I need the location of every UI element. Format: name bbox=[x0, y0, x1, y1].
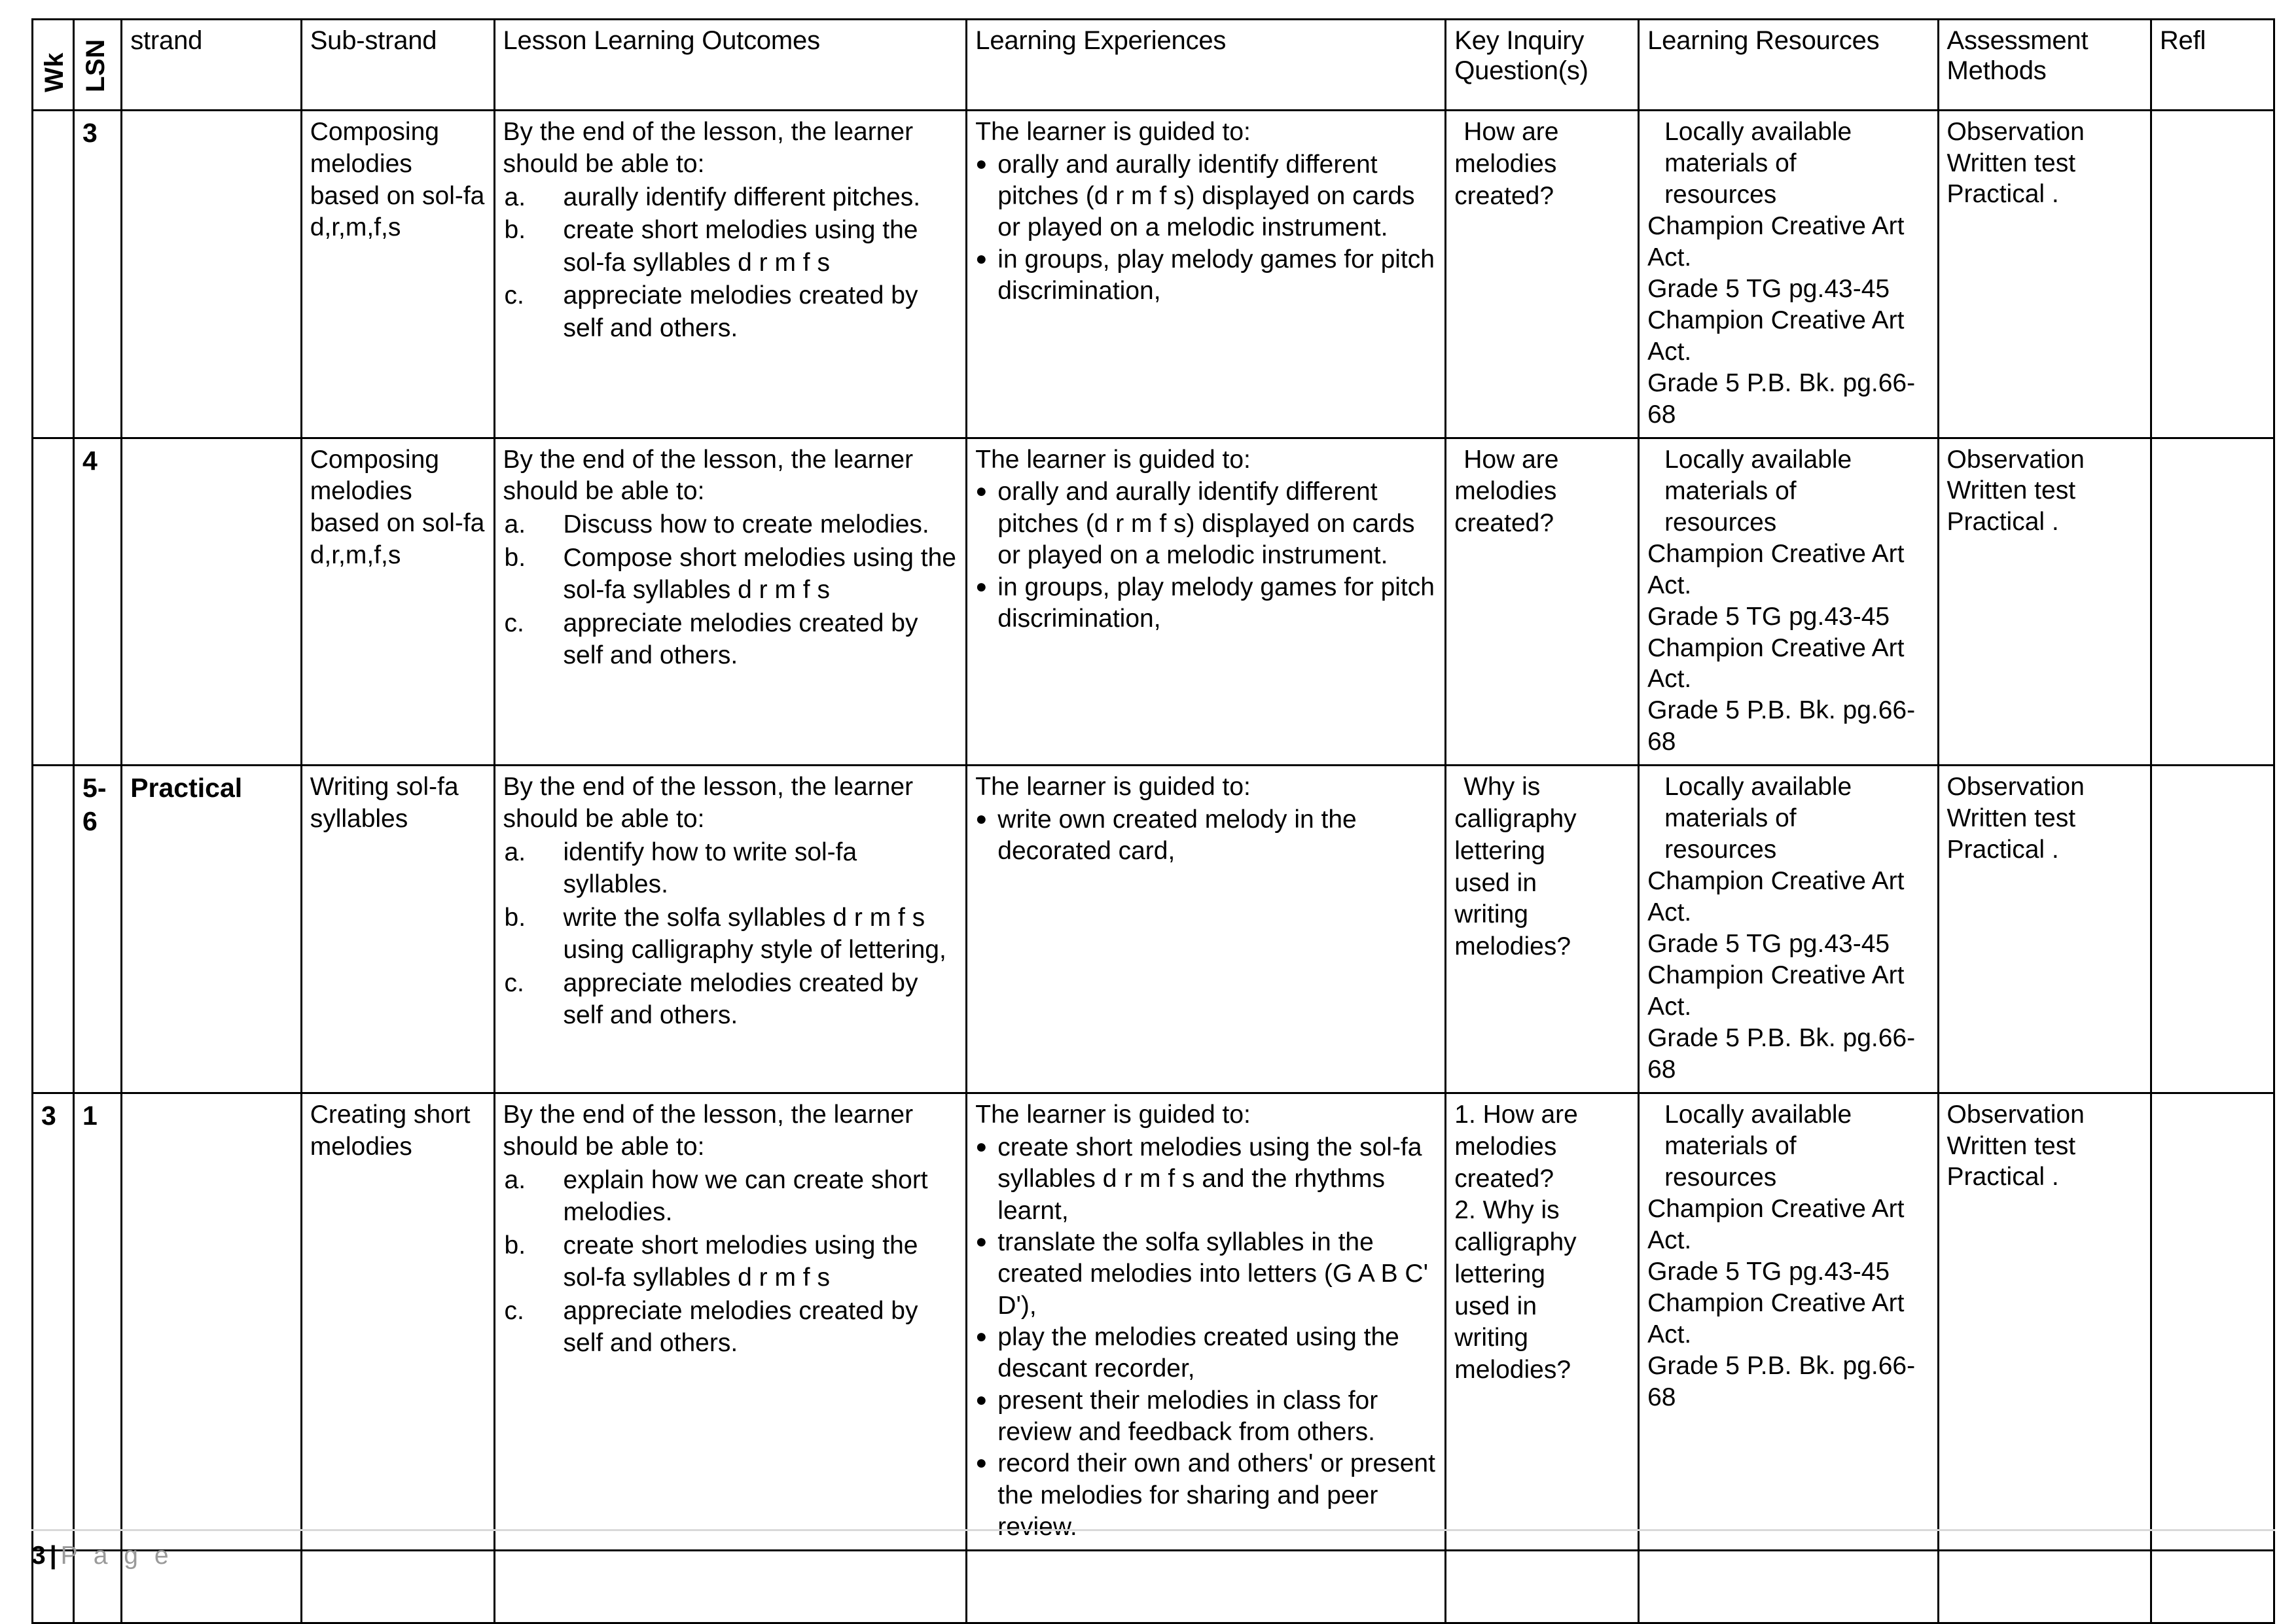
lex-item-text: write own created melody in the decorated card, bbox=[997, 805, 1357, 866]
llo-item-text: write the solfa syllables d r m f s using calligraphy style of lettering, bbox=[563, 903, 946, 964]
assessment-method-line: Written test bbox=[1946, 803, 2076, 832]
cell-key-inquiry-questions bbox=[1446, 111, 1639, 438]
learning-resource-line: Locally available materials of bbox=[1664, 773, 1852, 833]
cell-lesson-learning-outcomes bbox=[494, 438, 967, 766]
learning-resource-line: Grade 5 TG pg.43-45 bbox=[1647, 602, 1890, 631]
learning-resource-line: resources bbox=[1664, 836, 1777, 864]
cell-strand bbox=[122, 438, 301, 766]
llo-list-item bbox=[503, 1295, 960, 1360]
lex-item-text: play the melodies created using the descant recorder, bbox=[997, 1322, 1399, 1383]
bullet-icon: ● bbox=[975, 247, 988, 270]
footer-separator: | bbox=[49, 1542, 57, 1570]
column-header-assessment-methods bbox=[1938, 20, 2151, 111]
column-header-learning-experiences bbox=[967, 20, 1446, 111]
table-row bbox=[33, 111, 2274, 438]
learning-resource-line: Grade 5 P.B. Bk. pg.66-68 bbox=[1647, 1024, 1916, 1084]
cell-week bbox=[33, 766, 74, 1093]
lex-item-text: record their own and others' or present the melodies for sharing and peer review. bbox=[997, 1449, 1435, 1542]
key-inquiry-question-line: 2. Why is bbox=[1454, 1196, 1560, 1225]
cell-learning-experiences bbox=[967, 111, 1446, 438]
bullet-icon: ● bbox=[975, 1230, 988, 1252]
strand-value: Practical bbox=[130, 773, 243, 803]
assessment-method-line: Observation bbox=[1946, 1101, 2085, 1129]
cell-assessment-methods bbox=[1938, 1093, 2151, 1551]
llo-item-text: appreciate melodies created by self and others. bbox=[563, 968, 918, 1030]
cell-sub-strand bbox=[301, 766, 494, 1093]
llo-list-item bbox=[503, 181, 960, 214]
table-body bbox=[33, 111, 2274, 1623]
table-row bbox=[33, 766, 2274, 1093]
key-inquiry-question-line: created? bbox=[1454, 509, 1554, 538]
llo-item-marker: c. bbox=[504, 281, 524, 310]
lex-list-item bbox=[975, 1132, 1438, 1227]
llo-list-item bbox=[503, 902, 960, 966]
key-inquiry-question-line: writing bbox=[1454, 1324, 1528, 1352]
learning-resource-line: Grade 5 P.B. Bk. pg.66-68 bbox=[1647, 1351, 1916, 1411]
assessment-method-line: Practical . bbox=[1946, 1163, 2059, 1192]
llo-list-item bbox=[503, 1229, 960, 1294]
llo-item-marker: b. bbox=[504, 1231, 526, 1260]
column-header-wk bbox=[33, 20, 74, 111]
learning-resource-line: Champion Creative Art Act. bbox=[1647, 539, 1905, 599]
key-inquiry-question-line: writing bbox=[1454, 900, 1528, 929]
lex-item-text: present their melodies in class for review and feedback from others. bbox=[997, 1386, 1378, 1447]
lex-intro: The learner is guided to: bbox=[975, 445, 1251, 474]
column-header-lex-label: Learning Experiences bbox=[975, 26, 1227, 55]
learning-resource-line: resources bbox=[1664, 508, 1777, 537]
cell-strand bbox=[122, 111, 301, 438]
cell-strand bbox=[122, 766, 301, 1093]
cell-learning-experiences bbox=[967, 438, 1446, 766]
llo-list-item bbox=[503, 542, 960, 607]
cell-reflection bbox=[2151, 766, 2274, 1093]
cell-sub-strand bbox=[301, 438, 494, 766]
cell-assessment-methods bbox=[1938, 111, 2151, 438]
learning-resource-line: Locally available materials of bbox=[1664, 118, 1852, 177]
llo-item-marker: b. bbox=[504, 903, 526, 932]
lex-intro: The learner is guided to: bbox=[975, 118, 1251, 146]
column-header-wk-label: Wk bbox=[40, 52, 69, 92]
llo-intro: By the end of the lesson, the learner should be able to: bbox=[503, 773, 914, 834]
lex-item-text: orally and aurally identify different pitches (d r m f s) displayed on cards or played on a melodic instrument. bbox=[997, 150, 1415, 242]
cell-assessment-methods bbox=[1938, 766, 2151, 1093]
lex-list-item bbox=[975, 804, 1438, 868]
llo-intro: By the end of the lesson, the learner should be able to: bbox=[503, 1101, 914, 1161]
key-inquiry-question-line: lettering bbox=[1454, 836, 1545, 865]
key-inquiry-question-line: created? bbox=[1454, 1164, 1554, 1193]
assessment-method-line: Written test bbox=[1946, 476, 2076, 505]
bullet-icon: ● bbox=[975, 1325, 988, 1347]
cell-week bbox=[33, 438, 74, 766]
llo-list-item bbox=[503, 214, 960, 279]
learning-resource-line: Locally available materials of bbox=[1664, 445, 1852, 505]
key-inquiry-question-line: How are bbox=[1463, 445, 1559, 474]
key-inquiry-question-line: Why is bbox=[1463, 773, 1541, 802]
llo-list bbox=[503, 836, 960, 1032]
learning-resource-line: Champion Creative Art Act. bbox=[1647, 1194, 1905, 1254]
llo-item-marker: b. bbox=[504, 216, 526, 245]
lex-item-text: in groups, play melody games for pitch discrimination, bbox=[997, 245, 1435, 306]
llo-item-marker: b. bbox=[504, 543, 526, 572]
learning-resource-line: Champion Creative Art Act. bbox=[1647, 633, 1905, 694]
cell-key-inquiry-questions bbox=[1446, 766, 1639, 1093]
learning-resource-line: Grade 5 TG pg.43-45 bbox=[1647, 1257, 1890, 1286]
llo-item-text: appreciate melodies created by self and others. bbox=[563, 1296, 918, 1358]
column-header-refl-label: Refl bbox=[2159, 26, 2206, 55]
cell-sub-strand bbox=[301, 111, 494, 438]
table-row bbox=[33, 1093, 2274, 1551]
lex-list bbox=[975, 476, 1438, 635]
learning-resource-line: resources bbox=[1664, 1163, 1777, 1192]
learning-resource-line: Grade 5 TG pg.43-45 bbox=[1647, 274, 1890, 303]
key-inquiry-question-line: melodies bbox=[1454, 149, 1557, 178]
learning-resource-line: resources bbox=[1664, 180, 1777, 209]
assessment-method-line: Observation bbox=[1946, 773, 2085, 802]
footer-text bbox=[31, 1542, 2272, 1570]
learning-resource-line: Champion Creative Art Act. bbox=[1647, 1288, 1905, 1349]
llo-item-text: aurally identify different pitches. bbox=[563, 183, 921, 211]
cell-lesson-learning-outcomes bbox=[494, 111, 967, 438]
cell-strand bbox=[122, 1093, 301, 1551]
llo-item-marker: a. bbox=[504, 510, 526, 539]
lex-intro: The learner is guided to: bbox=[975, 773, 1251, 802]
assessment-method-line: Written test bbox=[1946, 1131, 2076, 1160]
column-header-learning-resources bbox=[1639, 20, 1938, 111]
lex-list-item bbox=[975, 1322, 1438, 1385]
cell-week bbox=[33, 1093, 74, 1551]
llo-item-text: create short melodies using the sol-fa syllables d r m f s bbox=[563, 216, 918, 277]
footer-page-number: 3 bbox=[31, 1542, 46, 1570]
llo-item-text: appreciate melodies created by self and others. bbox=[563, 609, 918, 670]
cell-reflection bbox=[2151, 1093, 2274, 1551]
sub-strand-value: Creating short melodies bbox=[310, 1101, 471, 1161]
column-header-strand-label: strand bbox=[130, 26, 203, 55]
key-inquiry-question-line: lettering bbox=[1454, 1260, 1545, 1288]
bullet-icon: ● bbox=[975, 152, 988, 175]
cell-learning-experiences bbox=[967, 1093, 1446, 1551]
llo-item-text: Compose short melodies using the sol-fa syllables d r m f s bbox=[563, 543, 956, 605]
cell-learning-resources bbox=[1639, 111, 1938, 438]
llo-list-item bbox=[503, 279, 960, 344]
key-inquiry-question-line: created? bbox=[1454, 181, 1554, 210]
column-header-llo-label: Lesson Learning Outcomes bbox=[503, 26, 820, 55]
llo-item-marker: c. bbox=[504, 1296, 524, 1325]
lex-list-item bbox=[975, 476, 1438, 571]
learning-resource-line: Grade 5 P.B. Bk. pg.66-68 bbox=[1647, 696, 1916, 756]
lex-list-item bbox=[975, 1227, 1438, 1322]
key-inquiry-question-line: melodies bbox=[1454, 1132, 1557, 1161]
learning-resource-line: Grade 5 P.B. Bk. pg.66-68 bbox=[1647, 368, 1916, 429]
learning-resource-line: Locally available materials of bbox=[1664, 1101, 1852, 1161]
lex-item-text: create short melodies using the sol-fa syllables d r m f s and the rhythms learnt, bbox=[997, 1133, 1422, 1225]
cell-lesson-number bbox=[74, 766, 122, 1093]
sub-strand-value: Composing melodies based on sol-fa d,r,m,f,s bbox=[310, 445, 485, 569]
cell-lesson-learning-outcomes bbox=[494, 1093, 967, 1551]
header-row bbox=[33, 20, 2274, 111]
llo-list bbox=[503, 508, 960, 672]
llo-item-marker: c. bbox=[504, 609, 524, 637]
llo-list-item bbox=[503, 508, 960, 541]
column-header-sub-strand-label: Sub-strand bbox=[310, 26, 437, 55]
learning-resource-line: Champion Creative Art Act. bbox=[1647, 961, 1905, 1021]
lex-list-item bbox=[975, 572, 1438, 635]
key-inquiry-question-line: calligraphy bbox=[1454, 1228, 1577, 1257]
key-inquiry-question-line: calligraphy bbox=[1454, 805, 1577, 834]
llo-item-text: appreciate melodies created by self and others. bbox=[563, 281, 918, 342]
key-inquiry-question-line: How are bbox=[1463, 118, 1559, 146]
learning-resource-line: Champion Creative Art Act. bbox=[1647, 211, 1905, 272]
column-header-kiq-label: Key Inquiry Question(s) bbox=[1454, 26, 1588, 86]
learning-resource-line: Champion Creative Art Act. bbox=[1647, 306, 1905, 366]
cell-learning-resources bbox=[1639, 1093, 1938, 1551]
lex-list-item bbox=[975, 1385, 1438, 1449]
lex-list-item bbox=[975, 244, 1438, 308]
column-header-strand bbox=[122, 20, 301, 111]
column-header-lesson-learning-outcomes bbox=[494, 20, 967, 111]
llo-intro: By the end of the lesson, the learner should be able to: bbox=[503, 445, 914, 506]
column-header-key-inquiry-questions bbox=[1446, 20, 1639, 111]
llo-item-text: create short melodies using the sol-fa syllables d r m f s bbox=[563, 1231, 918, 1292]
lex-item-text: orally and aurally identify different pitches (d r m f s) displayed on cards or played on a melodic instrument. bbox=[997, 478, 1415, 570]
lex-intro: The learner is guided to: bbox=[975, 1101, 1251, 1129]
footer-divider bbox=[31, 1529, 2275, 1531]
page-footer bbox=[31, 1529, 2272, 1595]
assessment-method-line: Written test bbox=[1946, 149, 2076, 177]
cell-assessment-methods bbox=[1938, 438, 2151, 766]
cell-lesson-number bbox=[74, 438, 122, 766]
llo-item-marker: c. bbox=[504, 968, 524, 997]
bullet-icon: ● bbox=[975, 1388, 988, 1411]
lex-list-item bbox=[975, 149, 1438, 244]
llo-item-marker: a. bbox=[504, 838, 526, 866]
llo-list-item bbox=[503, 1164, 960, 1229]
llo-intro: By the end of the lesson, the learner should be able to: bbox=[503, 118, 914, 178]
column-header-lsn-label: LSN bbox=[81, 39, 111, 92]
llo-list-item bbox=[503, 836, 960, 901]
column-header-lr-label: Learning Resources bbox=[1647, 26, 1880, 55]
assessment-method-line: Practical . bbox=[1946, 507, 2059, 536]
lex-item-text: in groups, play melody games for pitch discrimination, bbox=[997, 573, 1435, 633]
learning-resource-line: Champion Creative Art Act. bbox=[1647, 867, 1905, 927]
cell-key-inquiry-questions bbox=[1446, 1093, 1639, 1551]
lex-list bbox=[975, 149, 1438, 308]
assessment-method-line: Observation bbox=[1946, 118, 2085, 146]
llo-item-marker: a. bbox=[504, 183, 526, 211]
llo-list-item bbox=[503, 607, 960, 672]
bullet-icon: ● bbox=[975, 1452, 988, 1474]
key-inquiry-question-line: melodies bbox=[1454, 477, 1557, 506]
key-inquiry-question-line: used in bbox=[1454, 868, 1537, 897]
lesson-number-value: 5-6 bbox=[82, 773, 107, 837]
cell-key-inquiry-questions bbox=[1446, 438, 1639, 766]
column-header-refl bbox=[2151, 20, 2274, 111]
week-value: 3 bbox=[41, 1101, 56, 1131]
assessment-method-line: Practical . bbox=[1946, 180, 2059, 209]
cell-week bbox=[33, 111, 74, 438]
sub-strand-value: Composing melodies based on sol-fa d,r,m,f,s bbox=[310, 118, 485, 242]
assessment-method-line: Practical . bbox=[1946, 835, 2059, 864]
assessment-method-line: Observation bbox=[1946, 445, 2085, 474]
bullet-icon: ● bbox=[975, 575, 988, 597]
bullet-icon: ● bbox=[975, 808, 988, 830]
key-inquiry-question-line: melodies? bbox=[1454, 932, 1571, 961]
footer-page-label: P a g e bbox=[60, 1542, 173, 1570]
llo-item-text: Discuss how to create melodies. bbox=[563, 510, 929, 539]
lex-list bbox=[975, 804, 1438, 868]
llo-list bbox=[503, 181, 960, 345]
column-header-lsn bbox=[74, 20, 122, 111]
llo-item-text: explain how we can create short melodies. bbox=[563, 1165, 928, 1227]
cell-learning-resources bbox=[1639, 438, 1938, 766]
key-inquiry-question-line: used in bbox=[1454, 1292, 1537, 1320]
key-inquiry-question-line: melodies? bbox=[1454, 1356, 1571, 1385]
lesson-number-value: 3 bbox=[82, 118, 98, 148]
cell-sub-strand bbox=[301, 1093, 494, 1551]
cell-lesson-learning-outcomes bbox=[494, 766, 967, 1093]
key-inquiry-question-line: 1. How are bbox=[1454, 1101, 1578, 1129]
cell-lesson-number bbox=[74, 111, 122, 438]
cell-reflection bbox=[2151, 111, 2274, 438]
learning-resource-line: Grade 5 TG pg.43-45 bbox=[1647, 930, 1890, 959]
table-row bbox=[33, 438, 2274, 766]
table-header bbox=[33, 20, 2274, 111]
lex-item-text: translate the solfa syllables in the created melodies into letters (G A B C' D'), bbox=[997, 1227, 1429, 1320]
scheme-of-work-table bbox=[31, 18, 2275, 1624]
lesson-number-value: 4 bbox=[82, 445, 98, 476]
column-header-am-label: Assessment Methods bbox=[1946, 26, 2089, 86]
cell-lesson-number bbox=[74, 1093, 122, 1551]
llo-item-marker: a. bbox=[504, 1165, 526, 1194]
llo-list-item bbox=[503, 967, 960, 1032]
llo-list bbox=[503, 1164, 960, 1360]
bullet-icon: ● bbox=[975, 1135, 988, 1157]
cell-learning-experiences bbox=[967, 766, 1446, 1093]
lex-list bbox=[975, 1132, 1438, 1544]
cell-reflection bbox=[2151, 438, 2274, 766]
bullet-icon: ● bbox=[975, 480, 988, 503]
sub-strand-value: Writing sol-fa syllables bbox=[310, 773, 459, 834]
lesson-number-value: 1 bbox=[82, 1101, 98, 1131]
cell-learning-resources bbox=[1639, 766, 1938, 1093]
column-header-sub-strand bbox=[301, 20, 494, 111]
llo-item-text: identify how to write sol-fa syllables. bbox=[563, 838, 857, 899]
